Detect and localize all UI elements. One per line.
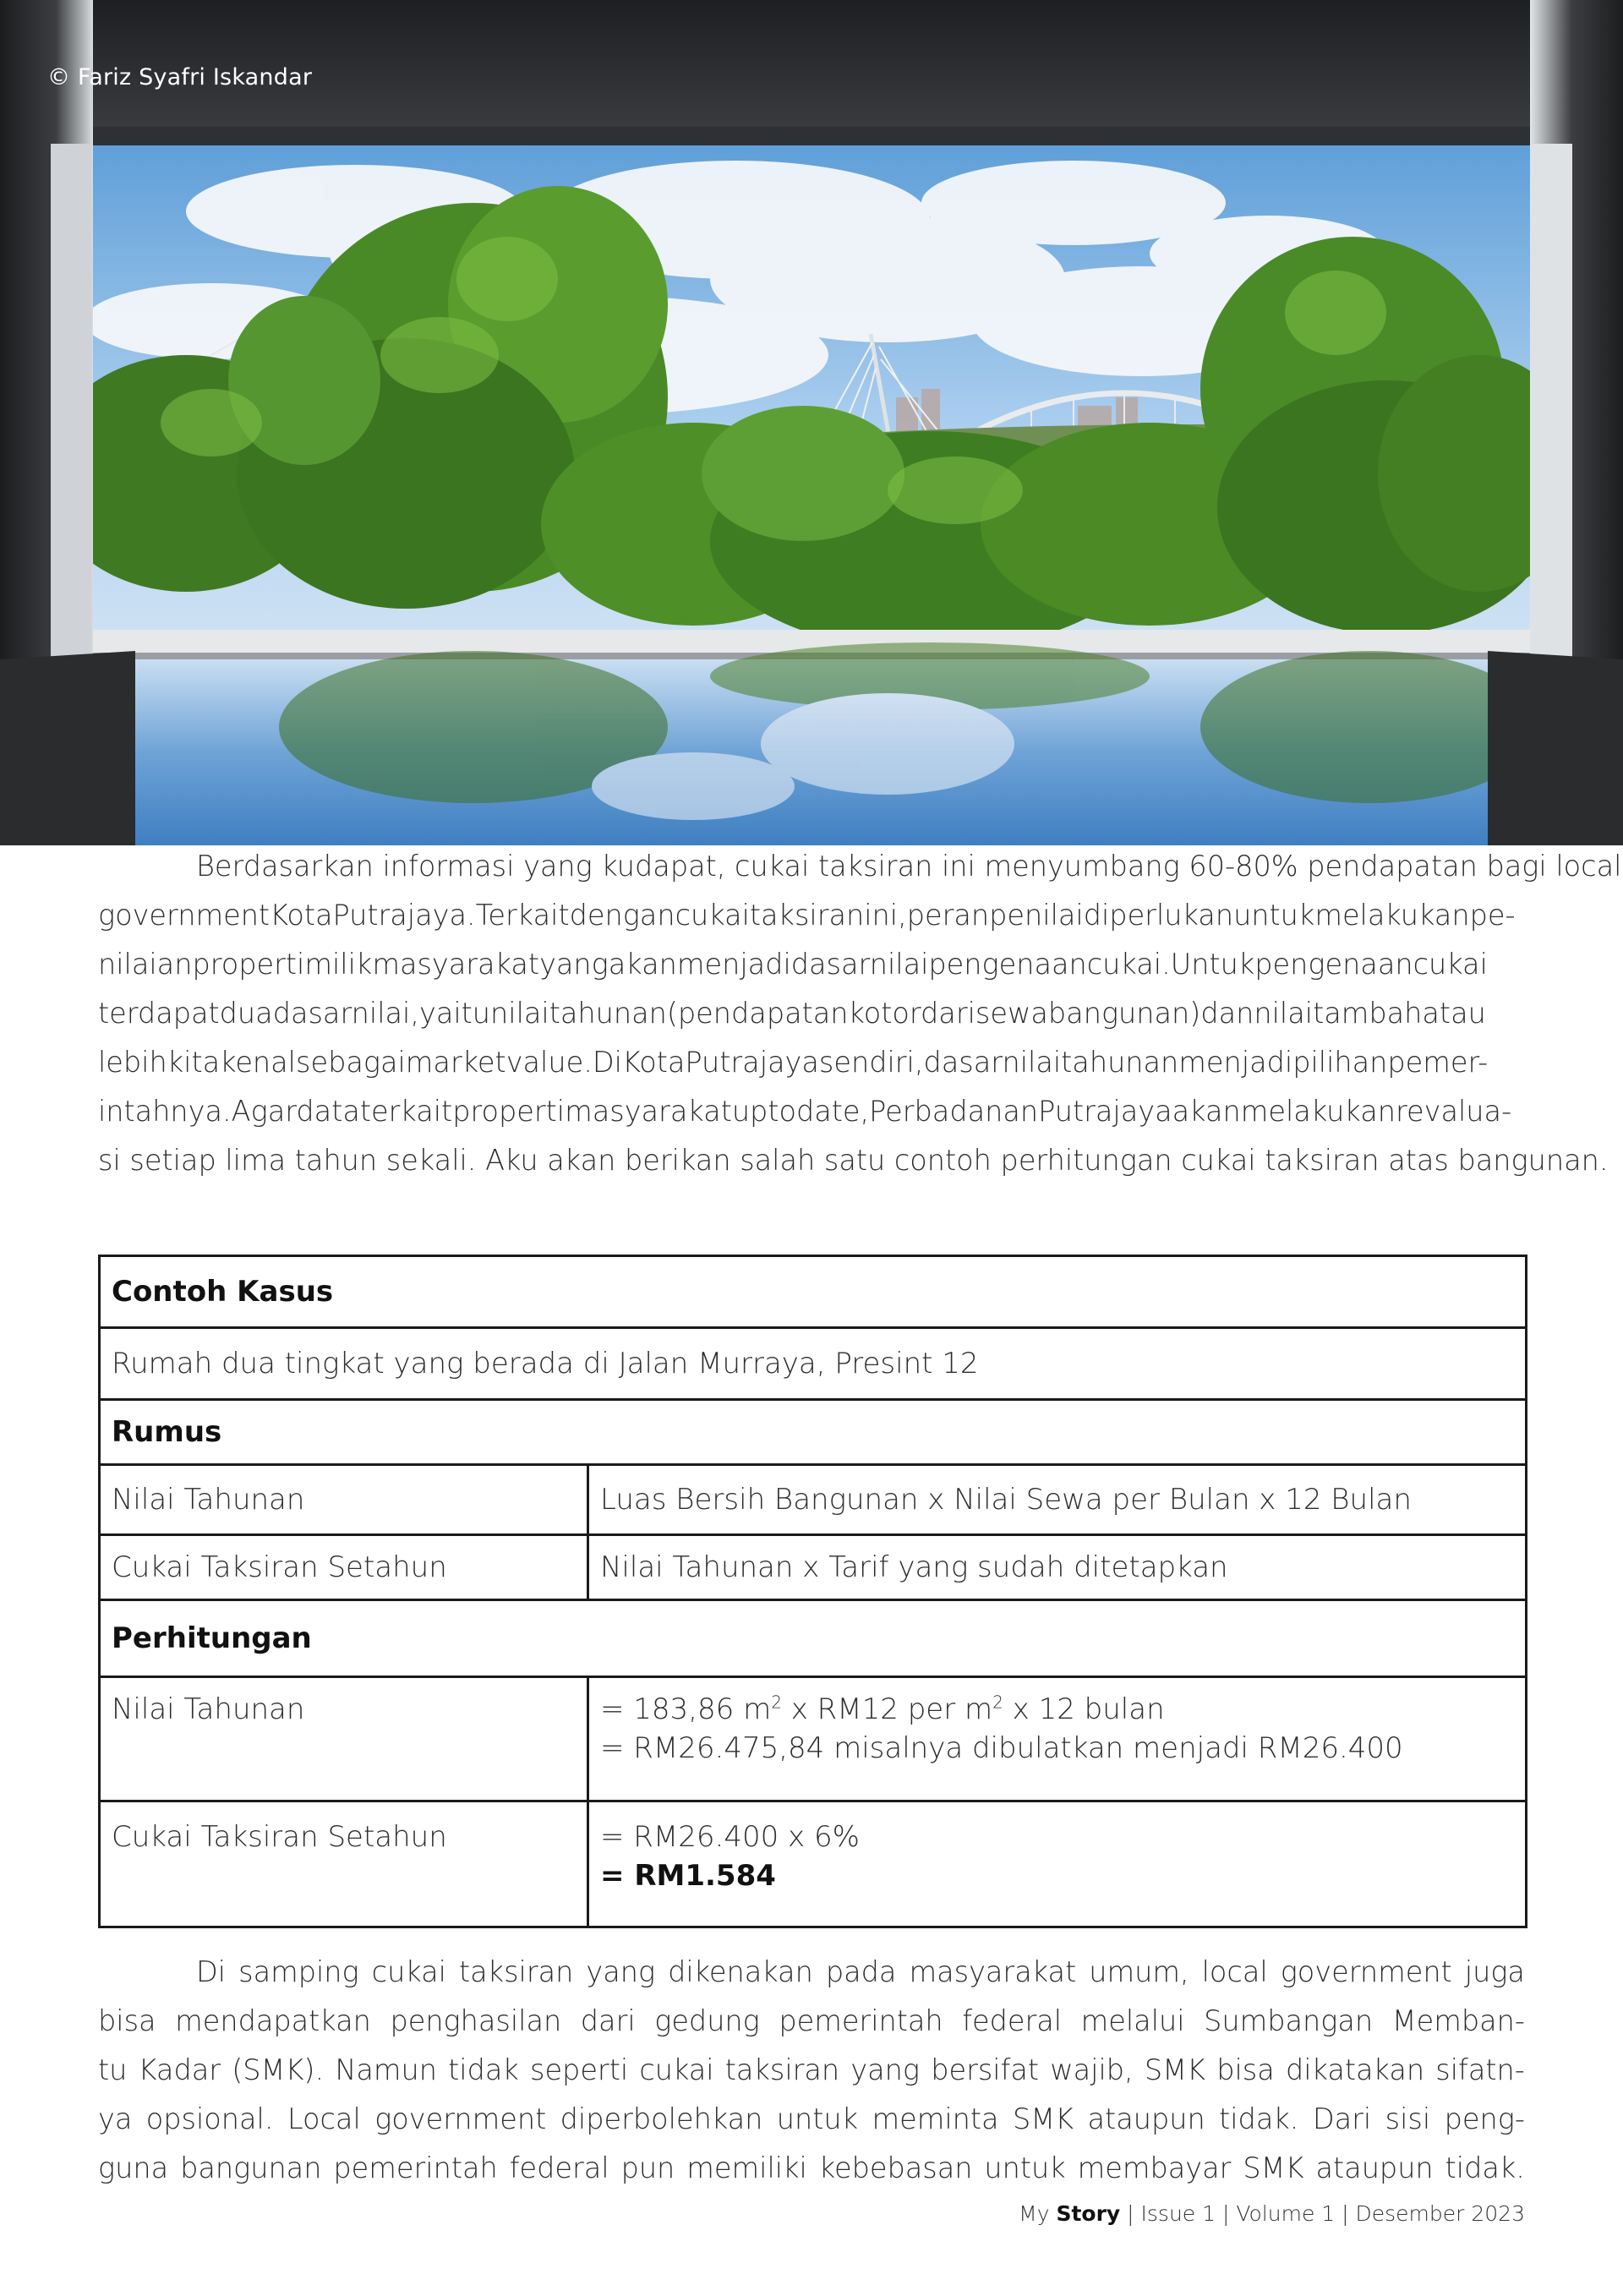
table-row bbox=[100, 1801, 1527, 1927]
word: pengenaan bbox=[1254, 948, 1413, 981]
paragraph-line bbox=[98, 891, 1525, 940]
calc-result: = RM1.584 bbox=[600, 1859, 776, 1893]
word: yang bbox=[539, 948, 609, 981]
word: terdapat bbox=[98, 997, 220, 1030]
word: melakukan bbox=[1314, 899, 1470, 932]
word: meminta bbox=[872, 2102, 999, 2135]
word: date, bbox=[795, 1095, 870, 1128]
word: guna bbox=[98, 2151, 169, 2184]
paragraph-line bbox=[98, 1997, 1525, 2046]
case-example-table bbox=[98, 1255, 1527, 1928]
word: ini, bbox=[864, 899, 907, 932]
word: government bbox=[374, 2102, 547, 2135]
paragraph-line bbox=[98, 2046, 1525, 2095]
photo-credit: © Fariz Syafri Iskandar bbox=[47, 64, 313, 90]
word: cukai bbox=[1413, 948, 1488, 981]
word: SMK bbox=[1012, 2102, 1074, 2135]
word: data bbox=[296, 1095, 360, 1128]
formula-value: Nilai Tahunan x Tarif yang sudah ditetapkan bbox=[588, 1535, 1527, 1600]
word: nilai bbox=[1002, 1046, 1062, 1079]
word: pemer- bbox=[1387, 1046, 1489, 1079]
word: wajib, bbox=[1050, 2053, 1134, 2086]
paragraph-line: si setiap lima tahun sekali. Aku akan berikan salah satu contoh perhitungan cukai taksiran atas bangunan. bbox=[98, 1144, 1609, 1177]
word: seperti bbox=[529, 2053, 629, 2086]
word: ya bbox=[98, 2102, 133, 2135]
table-row bbox=[100, 1677, 1527, 1801]
word: mendapatkan bbox=[175, 2004, 371, 2037]
word: taksiran bbox=[749, 899, 865, 932]
word: federal bbox=[962, 2004, 1063, 2037]
word: yaitu bbox=[419, 997, 491, 1030]
word: Di bbox=[592, 1046, 622, 1079]
word: peng- bbox=[1444, 2102, 1525, 2135]
word: Kadar bbox=[138, 2053, 221, 2086]
word: atau bbox=[1422, 997, 1486, 1030]
word: tahunan bbox=[549, 997, 667, 1030]
magazine-prefix: My bbox=[1019, 2201, 1050, 2226]
word: dikenakan bbox=[668, 1955, 813, 1988]
page-footer bbox=[1019, 2201, 1525, 2226]
word: government bbox=[98, 899, 270, 932]
word: dengan bbox=[569, 899, 675, 932]
word: kita bbox=[167, 1046, 221, 1079]
calc-label: Nilai Tahunan bbox=[100, 1677, 588, 1801]
word: nilaian bbox=[98, 948, 193, 981]
word: dasar bbox=[923, 1046, 1003, 1079]
paragraph-line bbox=[98, 1948, 1525, 1997]
word: cukai bbox=[675, 899, 750, 932]
word: kotor bbox=[848, 997, 921, 1030]
word: akan bbox=[1172, 1095, 1241, 1128]
word: SMK bbox=[1243, 2151, 1304, 2184]
word: dasar bbox=[272, 997, 352, 1030]
word: masyarakat bbox=[909, 1955, 1077, 1988]
word: dari bbox=[921, 997, 975, 1030]
magazine-name: Story bbox=[1056, 2201, 1121, 2226]
word: pada bbox=[825, 1955, 897, 1988]
word: dasar bbox=[790, 948, 870, 981]
word: lebih bbox=[98, 1046, 167, 1079]
word: tahunan bbox=[1061, 1046, 1179, 1079]
word: opsional. bbox=[145, 2102, 274, 2135]
word: dua bbox=[219, 997, 273, 1030]
word: yang bbox=[850, 2053, 921, 2086]
calc-label: Cukai Taksiran Setahun bbox=[100, 1801, 588, 1927]
word: properti bbox=[192, 948, 305, 981]
word: Putrajaya. bbox=[332, 899, 476, 932]
word: cukai. bbox=[1086, 948, 1171, 981]
word: ataupun bbox=[1315, 2151, 1434, 2184]
word: masyarakat bbox=[372, 948, 540, 981]
word: pe- bbox=[1469, 899, 1516, 932]
paragraph-line bbox=[98, 2095, 1525, 2144]
word: local bbox=[1201, 1955, 1268, 1988]
word: Putrajaya bbox=[685, 1046, 819, 1079]
word: diperlukan bbox=[1083, 899, 1234, 932]
word: samping bbox=[238, 1955, 359, 1988]
word: cukai bbox=[639, 2053, 714, 2086]
calc-line-1: = RM26.400 x 6% bbox=[600, 1820, 860, 1854]
word: milik bbox=[304, 948, 373, 981]
word: bangunan) bbox=[1047, 997, 1201, 1030]
word: government bbox=[1280, 1955, 1452, 1988]
hero-photo bbox=[0, 0, 1623, 845]
word: untuk bbox=[984, 2151, 1066, 2184]
calc-line-2: = RM26.475,84 misalnya dibulatkan menjadi RM26.400 bbox=[600, 1731, 1403, 1765]
word: untuk bbox=[1233, 899, 1315, 932]
word: SMK bbox=[1144, 2053, 1206, 2086]
table-title: Contoh Kasus bbox=[100, 1256, 1527, 1328]
paragraph-line bbox=[98, 1038, 1525, 1087]
word: tidak. bbox=[1445, 2151, 1525, 2184]
formula-label: Nilai Tahunan bbox=[100, 1465, 588, 1535]
word: value. bbox=[505, 1046, 593, 1079]
word: dan bbox=[1200, 997, 1254, 1030]
formula-heading: Rumus bbox=[100, 1400, 1527, 1465]
word: sisi bbox=[1385, 2102, 1431, 2135]
word: menjadi bbox=[676, 948, 791, 981]
word: sewa bbox=[975, 997, 1048, 1030]
word: nilai, bbox=[351, 997, 419, 1030]
word: bangunan bbox=[180, 2151, 322, 2184]
word: up bbox=[731, 1095, 768, 1128]
word: pilihan bbox=[1292, 1046, 1388, 1079]
word: membayar bbox=[1077, 2151, 1232, 2184]
word: Sumbangan bbox=[1204, 2004, 1374, 2037]
word: terkait bbox=[359, 1095, 453, 1128]
word: tambah bbox=[1313, 997, 1423, 1030]
word: properti bbox=[452, 1095, 566, 1128]
word: Perbadanan bbox=[869, 1095, 1039, 1128]
word: melakukan bbox=[1240, 1095, 1396, 1128]
word: federal bbox=[509, 2151, 609, 2184]
paragraph-line bbox=[98, 940, 1525, 989]
word: juga bbox=[1464, 1955, 1525, 1988]
word: Memban- bbox=[1391, 2004, 1525, 2037]
word: pemerintah bbox=[333, 2151, 498, 2184]
word: Untuk bbox=[1170, 948, 1255, 981]
calc-value bbox=[588, 1801, 1527, 1927]
word: intahnya. bbox=[98, 1095, 232, 1128]
word: (pendapatan bbox=[666, 997, 849, 1030]
word: peran bbox=[906, 899, 990, 932]
calculation-heading: Perhitungan bbox=[100, 1600, 1527, 1677]
calc-line-1: = 183,86 $m^2$ x RM12 per $m^2$ x 12 bulan bbox=[600, 1692, 1165, 1726]
word: to bbox=[768, 1095, 796, 1128]
word: dari bbox=[580, 2004, 636, 2037]
case-description: Rumah dua tingkat yang berada di Jalan Murraya, Presint 12 bbox=[100, 1328, 1527, 1400]
word: masyarakat bbox=[565, 1095, 732, 1128]
word: revalua- bbox=[1396, 1095, 1512, 1128]
word: kebebasan bbox=[818, 2151, 973, 2184]
paragraph-line bbox=[98, 989, 1525, 1038]
word: tidak. bbox=[1219, 2102, 1299, 2135]
word: bisa bbox=[98, 2004, 156, 2037]
word: penilai bbox=[989, 899, 1084, 932]
word: cukai bbox=[371, 1955, 446, 1988]
calc-value bbox=[588, 1677, 1527, 1801]
word: bisa bbox=[1216, 2053, 1275, 2086]
word: penghasilan bbox=[390, 2004, 562, 2037]
word: taksiran bbox=[724, 2053, 840, 2086]
word: bersifat bbox=[931, 2053, 1040, 2086]
second-paragraph bbox=[98, 1948, 1525, 2193]
word: dikatakan bbox=[1285, 2053, 1425, 2086]
formula-value: Luas Bersih Bangunan x Nilai Sewa per Bulan x 12 Bulan bbox=[588, 1465, 1527, 1535]
issue-info: | Issue 1 | Volume 1 | Desember 2023 bbox=[1120, 2201, 1525, 2226]
word: Di bbox=[196, 1955, 227, 1988]
paragraph-line bbox=[98, 2144, 1525, 2193]
word: memiliki bbox=[686, 2151, 807, 2184]
word: yang bbox=[586, 1955, 656, 1988]
word: Agar bbox=[231, 1095, 297, 1128]
word: umum, bbox=[1089, 1955, 1189, 1988]
word: (SMK). bbox=[232, 2053, 325, 2086]
word: diperbolehkan bbox=[560, 2102, 763, 2135]
word: melalui bbox=[1080, 2004, 1185, 2037]
word: gedung bbox=[654, 2004, 760, 2037]
word: pemerintah bbox=[779, 2004, 943, 2037]
intro-paragraph bbox=[98, 842, 1622, 1185]
paragraph-line bbox=[98, 1087, 1525, 1136]
word: tu bbox=[98, 2053, 128, 2086]
word: Dari bbox=[1312, 2102, 1372, 2135]
word: Putrajaya bbox=[1038, 1095, 1172, 1128]
word: menjadi bbox=[1178, 1046, 1293, 1079]
formula-label: Cukai Taksiran Setahun bbox=[100, 1535, 588, 1600]
word: nilai bbox=[869, 948, 929, 981]
word: pengenaan bbox=[928, 948, 1087, 981]
word: Local bbox=[287, 2102, 361, 2135]
word: sendiri, bbox=[818, 1046, 924, 1079]
word: nilai bbox=[1254, 997, 1314, 1030]
word: untuk bbox=[776, 2102, 859, 2135]
word: market bbox=[405, 1046, 506, 1079]
table-row bbox=[100, 1535, 1527, 1600]
word: nilai bbox=[490, 997, 549, 1030]
word: sifatn- bbox=[1435, 2053, 1525, 2086]
word: tidak bbox=[448, 2053, 519, 2086]
word: Kota bbox=[270, 899, 333, 932]
word: kenal bbox=[220, 1046, 296, 1079]
word: Kota bbox=[621, 1046, 686, 1079]
paragraph-line: Berdasarkan informasi yang kudapat, cukai taksiran ini menyumbang 60-80% pendapatan bagi local bbox=[196, 850, 1622, 883]
word: Terkait bbox=[475, 899, 570, 932]
word: akan bbox=[608, 948, 677, 981]
word: sebagai bbox=[296, 1046, 406, 1079]
putrajaya-bridge-photo bbox=[0, 0, 1623, 845]
word: taksiran bbox=[459, 1955, 574, 1988]
word: Namun bbox=[335, 2053, 437, 2086]
word: ataupun bbox=[1087, 2102, 1205, 2135]
table-row bbox=[100, 1465, 1527, 1535]
word: pun bbox=[620, 2151, 675, 2184]
